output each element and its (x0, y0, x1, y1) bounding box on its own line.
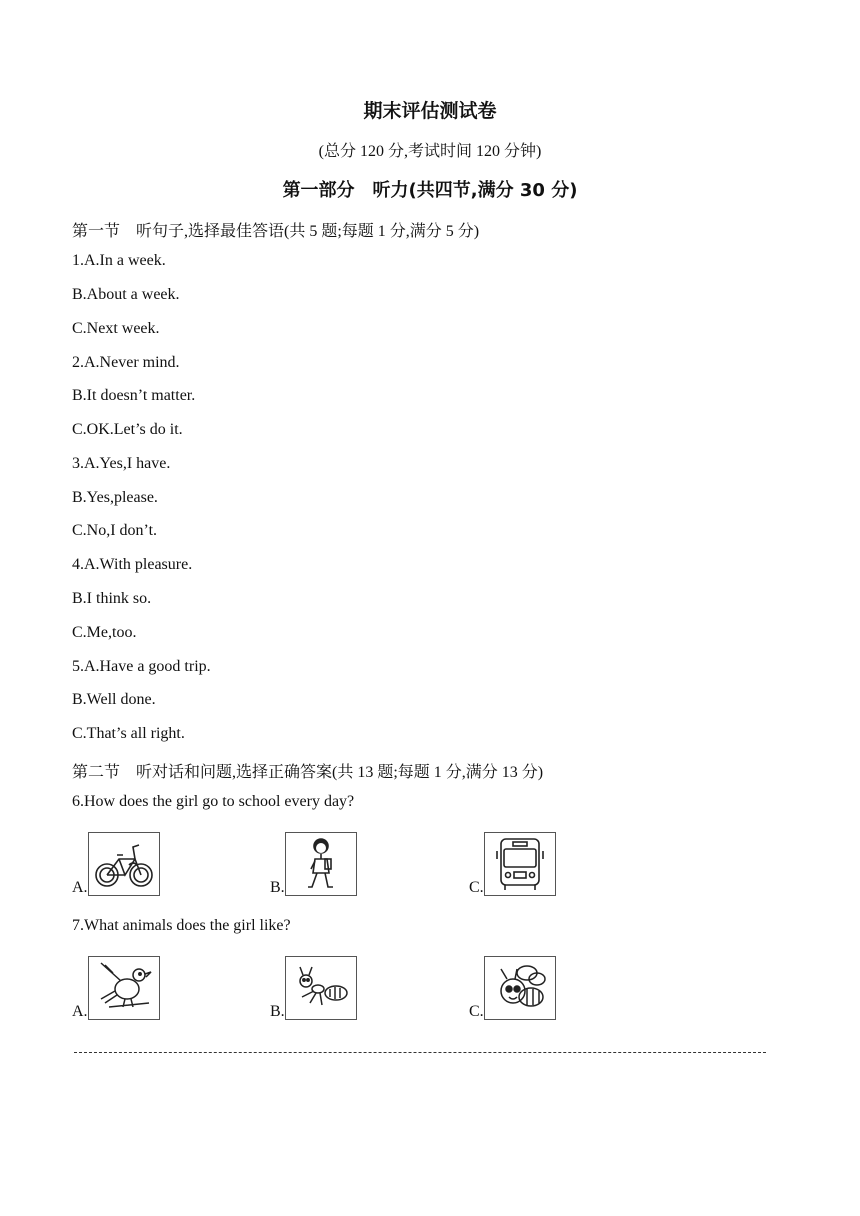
option-letter: A. (72, 879, 88, 896)
option-letter: A. (72, 1003, 88, 1020)
option-a[interactable] (72, 956, 160, 1020)
part-title: 第一部分 听力(共四节,满分 30 分) (282, 180, 578, 201)
answer-line: C.OK.Let’s do it. (72, 421, 183, 438)
option-letter: B. (270, 879, 285, 896)
option-b[interactable] (270, 832, 357, 896)
option-b[interactable] (270, 956, 357, 1020)
answer-line: B.About a week. (72, 286, 180, 303)
section1-heading: 第一节 听句子,选择最佳答语(共 5 题;每题 1 分,满分 5 分) (72, 223, 480, 240)
question-7: 7.What animals does the girl like? (72, 917, 291, 934)
option-letter: C. (469, 879, 484, 896)
ant-icon (285, 956, 357, 1020)
bicycle-icon (88, 832, 160, 896)
answer-line: C.That’s all right. (72, 725, 185, 742)
option-c[interactable] (469, 956, 556, 1020)
bee-icon (484, 956, 556, 1020)
page-subtitle: (总分 120 分,考试时间 120 分钟) (318, 143, 542, 160)
bus-icon (484, 832, 556, 896)
question-7-options (72, 950, 772, 1020)
answer-line: 3.A.Yes,I have. (72, 455, 171, 472)
answer-line: B.Yes,please. (72, 489, 158, 506)
option-letter: B. (270, 1003, 285, 1020)
answer-line: 2.A.Never mind. (72, 354, 180, 371)
answer-line: 5.A.Have a good trip. (72, 658, 211, 675)
answer-line: B.Well done. (72, 691, 156, 708)
answer-line: 1.A.In a week. (72, 252, 166, 269)
question-6: 6.How does the girl go to school every day? (72, 793, 355, 810)
answer-line: C.Me,too. (72, 624, 137, 641)
answer-line: C.No,I don’t. (72, 522, 158, 539)
option-a[interactable] (72, 832, 160, 896)
option-letter: C. (469, 1003, 484, 1020)
question-6-options (72, 826, 772, 896)
walking-girl-icon (285, 832, 357, 896)
page-divider (74, 1052, 766, 1053)
page-title: 期末评估测试卷 (363, 100, 497, 122)
option-c[interactable] (469, 832, 556, 896)
answer-line: C.Next week. (72, 320, 160, 337)
bird-icon (88, 956, 160, 1020)
answer-line: B.I think so. (72, 590, 152, 607)
section2-heading: 第二节 听对话和问题,选择正确答案(共 13 题;每题 1 分,满分 13 分) (72, 764, 544, 781)
answer-line: B.It doesn’t matter. (72, 387, 196, 404)
answer-line: 4.A.With pleasure. (72, 556, 193, 573)
